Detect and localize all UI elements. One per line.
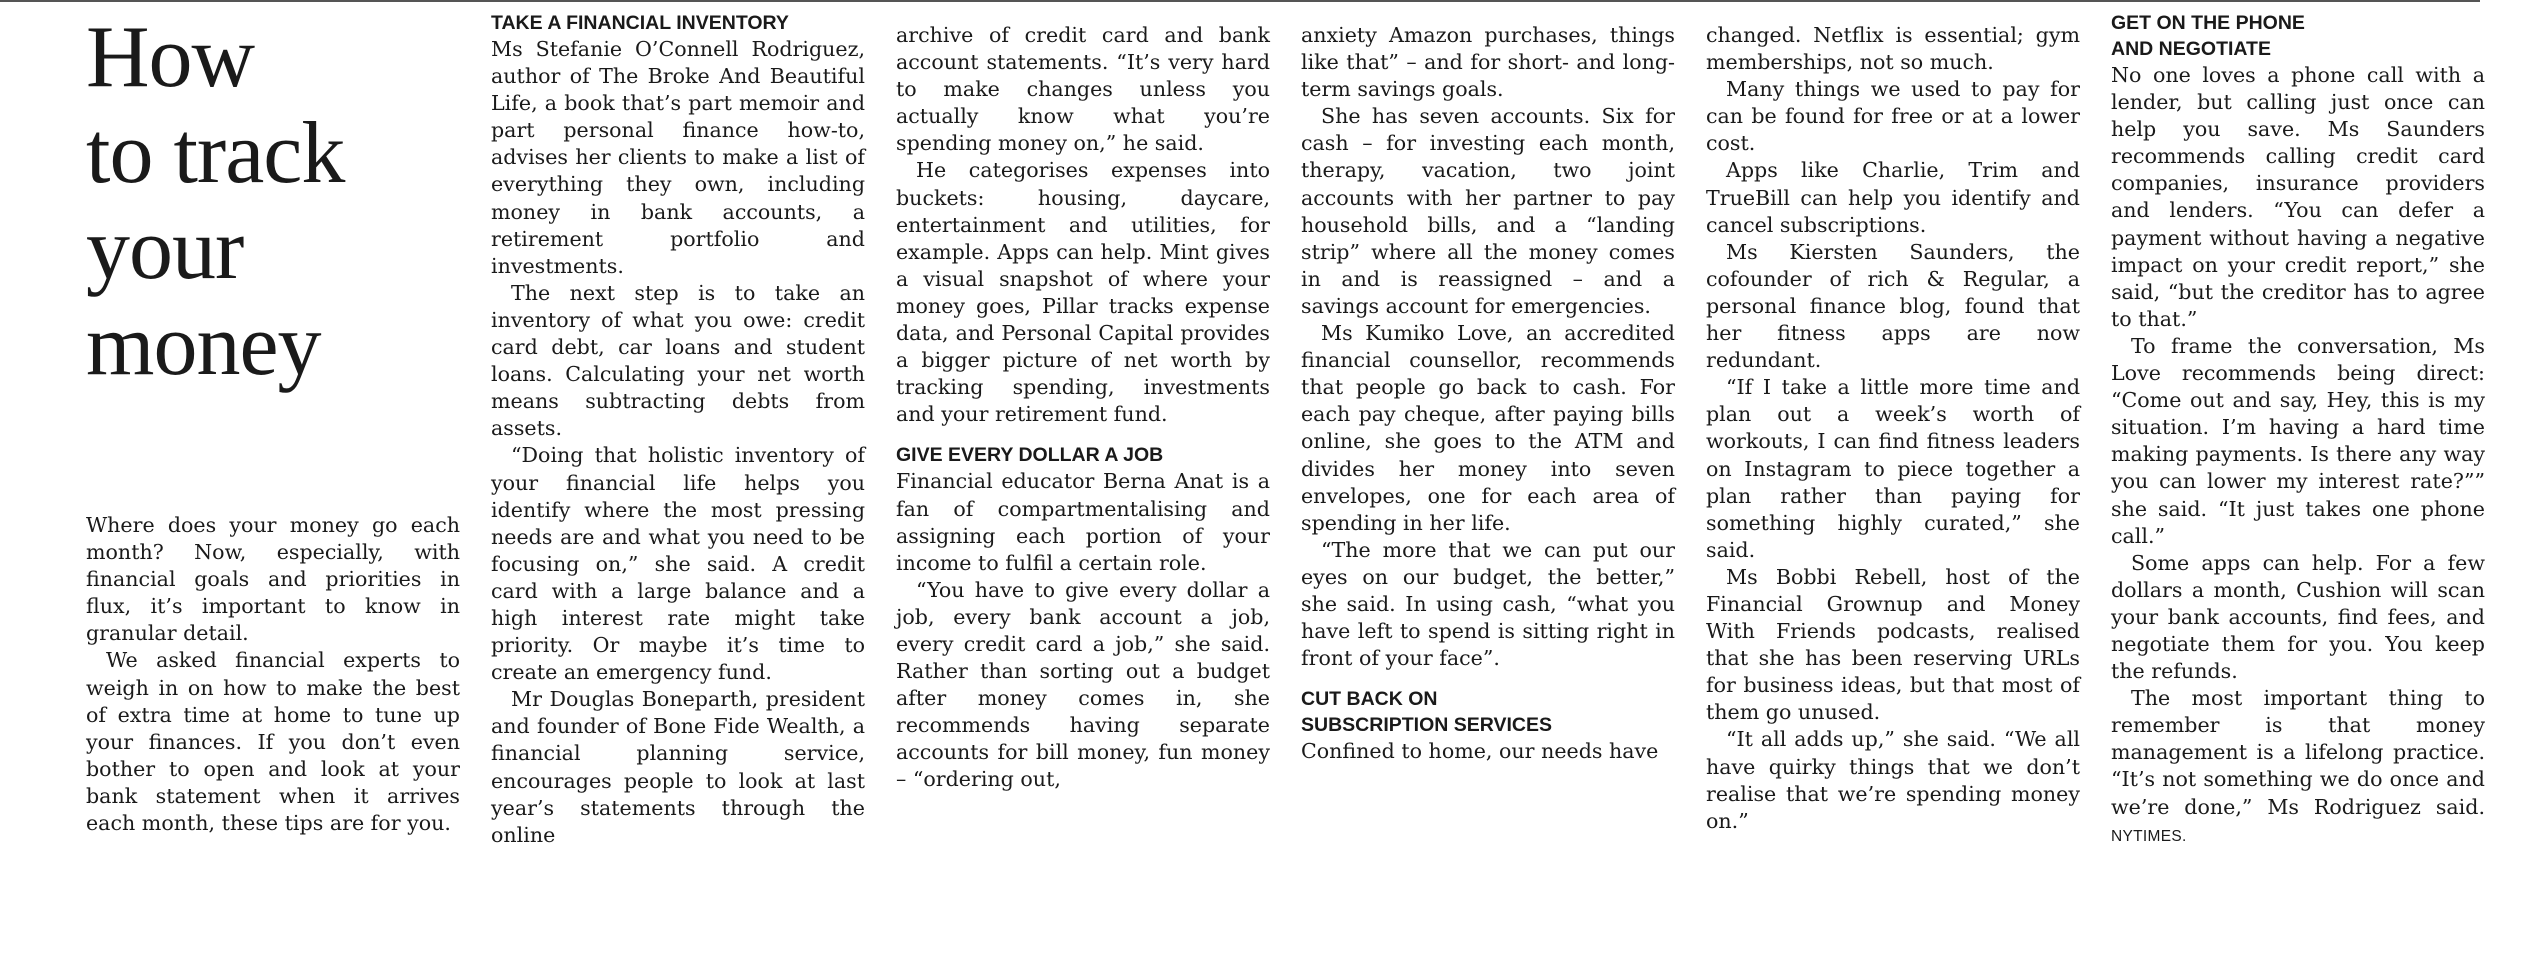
body-paragraph: Mr Douglas Boneparth, president and founder of Bone Fide Wealth, a financial planning service, encourages people to look at last year’s statements through the online [491, 687, 865, 847]
body-paragraph: The next step is to take an inventory of what you owe: credit card debt, car loans and student loans. Calculating your net worth means subtracting debts from assets. [491, 280, 865, 441]
headline-line: money [86, 297, 321, 394]
body-paragraph: Apps like Charlie, Trim and TrueBill can help you identify and cancel subscriptions. [1706, 158, 2080, 237]
body-paragraph: Ms Bobbi Rebell, host of the Financial Grownup and Money With Friends podcasts, realised that she has been reserving URLs for business ideas, but that most of them go unused. [1706, 564, 2080, 725]
body-paragraph: “The more that we can put our eyes on our budget, the better,” she said. In using cash, “what you have left to spend is sitting right in front of your face”. [1301, 537, 1675, 671]
body-paragraph: “If I take a little more time and plan out a week’s worth of workouts, I can find fitness leaders on Instagram to piece together a plan rather than paying for something highly curated,” she said. [1706, 375, 2080, 562]
heading-line: SUBSCRIPTION SERVICES [1301, 714, 1553, 737]
intro-paragraph: Where does your money go each month? Now, especially, with financial goals and priorities in flux, it’s important to know in granular detail. [86, 513, 460, 646]
section-heading-inventory: TAKE A FINANCIAL INVENTORY [491, 12, 789, 34]
body-paragraph: changed. Netflix is essential; gym memberships, not so much. [1706, 23, 2080, 75]
body-paragraph: She has seven accounts. Six for cash – for investing each month, therapy, vacation, two joint accounts with her partner to pay household bills, and a “landing strip” where all the money comes in and is reassigned – and a savings account for emergencies. [1301, 104, 1675, 318]
section-heading-dollar-job: GIVE EVERY DOLLAR A JOB [896, 444, 1164, 467]
headline [86, 10, 460, 394]
body-paragraph: To frame the conversation, Ms Love recommends being direct: “Come out and say, Hey, this is my situation. I’m having a hard time making payments. Is there any way you can lower my interest rate?”” she said. “It just takes one phone call.” [2111, 333, 2485, 548]
body-paragraph: archive of credit card and bank account statements. “It’s very hard to make changes unless you actually know what you’re spending money on,” he said. [896, 23, 1270, 156]
headline-line: your [86, 201, 244, 298]
column-6 [2111, 10, 2485, 850]
column-2 [491, 10, 865, 849]
headline-line: to track [86, 105, 345, 202]
body-paragraph: “Doing that holistic inventory of your financial life helps you identify where the most pressing needs are and what you need to be focusing on,” she said. A credit card with a large balance and a high interest rate might take priority. Or maybe it’s time to create an emergency fund. [491, 443, 865, 685]
intro-paragraph: We asked financial experts to weigh in on how to make the best of extra time at home to tune up your finances. If you don’t even bother to open and look at your bank statement when it arrives each month, these tips are for you. [86, 648, 460, 836]
body-paragraph: Ms Stefanie O’Connell Rodriguez, author of The Broke And Beautiful Life, a book that’s part memoir and part personal finance how-to, advises her clients to make a list of everything they own, including money in bank accounts, a retirement portfolio and investments. [491, 37, 865, 278]
body-paragraph: Confined to home, our needs have [1301, 739, 1659, 764]
body-paragraph: Financial educator Berna Anat is a fan of compartmentalising and assigning each portion of your income to fulfil a certain role. [896, 469, 1270, 575]
headline-line: How [86, 9, 255, 106]
closing-paragraph [2111, 685, 2485, 850]
body-paragraph: anxiety Amazon purchases, things like that” – and for short- and long-term savings goals. [1301, 23, 1675, 102]
column-3 [896, 10, 1270, 794]
top-rule [0, 0, 2480, 2]
body-paragraph: Some apps can help. For a few dollars a month, Cushion will scan your bank accounts, find fees, and negotiate them for you. You keep the refunds. [2111, 550, 2485, 684]
heading-line: CUT BACK ON [1301, 688, 1438, 711]
body-paragraph: He categorises expenses into buckets: housing, daycare, entertainment and utilities, for example. Apps can help. Mint gives a visual snapshot of where your money goes, Pillar tracks expense data, and Personal Capital provides a bigger picture of net worth by tracking spending, investments and your retirement fund. [896, 158, 1270, 427]
body-paragraph: “You have to give every dollar a job, every bank account a job, every credit card a job,” she said. Rather than sorting out a budget after money comes in, she recommends having separate accounts for bill money, fun money – “ordering out, [896, 577, 1270, 792]
heading-line: AND NEGOTIATE [2111, 38, 2271, 60]
closing-text: The most important thing to remember is that money management is a lifelong practice. “It’s not something we do once and we’re done,” Ms Rodriguez said. [2111, 686, 2485, 819]
body-paragraph: Many things we used to pay for can be found for free or at a lower cost. [1706, 77, 2080, 156]
body-paragraph: No one loves a phone call with a lender, but calling just once can help you save. Ms Saunders recommends calling credit card companies, insurance providers and lenders. “You can defer a payment without having a negative impact on your credit report,” she said, “but the creditor has to agree to that.” [2111, 63, 2485, 331]
column-1 [86, 10, 460, 837]
column-5 [1706, 10, 2080, 835]
body-paragraph: Ms Kiersten Saunders, the cofounder of rich & Regular, a personal finance blog, found that her fitness apps are now redundant. [1706, 239, 2080, 373]
section-heading-subscriptions [1301, 686, 1675, 738]
intro [86, 512, 460, 837]
body-paragraph: Ms Kumiko Love, an accredited financial counsellor, recommends that people go back to cash. For each pay cheque, after paying bills online, she goes to the ATM and divides her money into seven envelopes, one for each area of spending in her life. [1301, 321, 1675, 535]
column-4 [1301, 10, 1675, 765]
section-heading-negotiate [2111, 10, 2485, 62]
byline-credit: NYTIMES. [2111, 827, 2187, 845]
body-paragraph: “It all adds up,” she said. “We all have quirky things that we don’t realise that we’re spending money on.” [1706, 727, 2080, 833]
heading-line: GET ON THE PHONE [2111, 12, 2305, 34]
